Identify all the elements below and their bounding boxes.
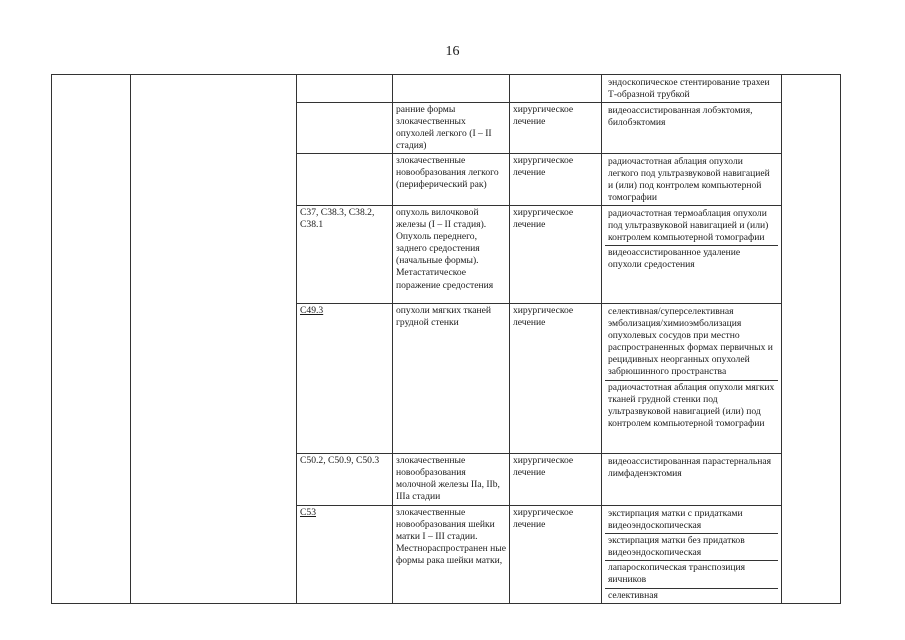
blank-column-1	[52, 75, 131, 604]
blank-column-2	[131, 75, 297, 604]
diagnosis-cell	[393, 75, 510, 103]
treatment-method: радиочастотная термоаблация опухоли под ультразвуковой навигацией и (или) контролем компьютерной томографии	[608, 207, 769, 244]
diagnosis-cell: ранние формы злокачественных опухолей легкого (I – II стадия)	[393, 103, 510, 153]
diagnosis-cell: злокачественные новообразования шейки матки I – III стадии. Местнораспространен ные формы рака шейки матки,	[393, 505, 510, 603]
code-cell	[297, 453, 393, 505]
treatment-method-cell	[602, 303, 782, 453]
code-cell	[297, 205, 393, 303]
treatment-method-cell	[602, 153, 782, 205]
treatment-method: экстирпация матки без придатков видеоэндоскопическая	[605, 533, 778, 560]
diagnosis-cell: опухоль вилочковой железы (I – II стадия). Опухоль переднего, заднего средостения (начальные формы). Метастатическое поражение средостения	[393, 205, 510, 303]
treatment-type-cell	[510, 75, 602, 103]
treatment-method: видеоассистированное удаление опухоли средостения	[605, 245, 778, 272]
treatment-method: радиочастотная аблация опухоли легкого под ультразвуковой навигацией и (или) под контролем компьютерной томографии	[608, 155, 770, 203]
page-number: 16	[445, 44, 460, 59]
treatment-type-cell: хирургическое лечение	[510, 453, 602, 505]
icd-code[interactable]: C53	[300, 506, 316, 518]
code-cell	[297, 303, 393, 453]
icd-code: C50.2, C50.9, C50.3	[300, 454, 380, 466]
treatment-method: селективная/суперселективная эмболизация/химиоэмболизация опухолевых сосудов при местно распространенных формах первичных и рецидивных неорганных опухолей забрюшинного пространства	[608, 305, 773, 378]
diagnosis-cell: злокачественные новообразования легкого (периферический рак)	[393, 153, 510, 205]
treatment-method-cell	[602, 505, 782, 603]
treatment-method-cell	[602, 75, 782, 103]
code-cell	[297, 505, 393, 603]
icd-code[interactable]: C49.3	[300, 304, 324, 316]
diagnosis-cell: опухоли мягких тканей грудной стенки	[393, 303, 510, 453]
code-cell	[297, 103, 393, 153]
diagnosis-cell: злокачественные новообразования молочной железы IIa, IIb, IIIa стадии	[393, 453, 510, 505]
treatment-method: эндоскопическое стентирование трахеи Т-образной трубкой	[608, 77, 770, 101]
blank-column-last	[782, 75, 841, 604]
table-row	[52, 75, 841, 103]
treatment-type-cell: хирургическое лечение	[510, 303, 602, 453]
treatment-method-cell	[602, 205, 782, 303]
treatment-method: селективная	[605, 588, 778, 603]
treatment-type-cell: хирургическое лечение	[510, 103, 602, 153]
icd-code: C37, C38.3, C38.2, C38.1	[300, 206, 375, 231]
treatment-type-cell: хирургическое лечение	[510, 505, 602, 603]
treatment-method: радиочастотная аблация опухоли мягких тканей грудной стенки под ультразвуковой навигацией (или) под контролем компьютерной томографии	[605, 380, 778, 431]
treatment-method: видеоассистированная лобэктомия, билобэктомия	[608, 105, 753, 129]
code-cell	[297, 153, 393, 205]
treatment-method-cell	[602, 103, 782, 153]
treatment-method: лапароскопическая транспозиция яичников	[605, 560, 778, 587]
treatment-type-cell: хирургическое лечение	[510, 153, 602, 205]
treatment-type-cell: хирургическое лечение	[510, 205, 602, 303]
treatment-table	[51, 74, 841, 604]
treatment-method: экстирпация матки с придатками видеоэндоскопическая	[608, 507, 743, 532]
code-cell	[297, 75, 393, 103]
treatment-method: видеоассистированная парастернальная лимфаденэктомия	[608, 455, 772, 480]
treatment-method-cell	[602, 453, 782, 505]
